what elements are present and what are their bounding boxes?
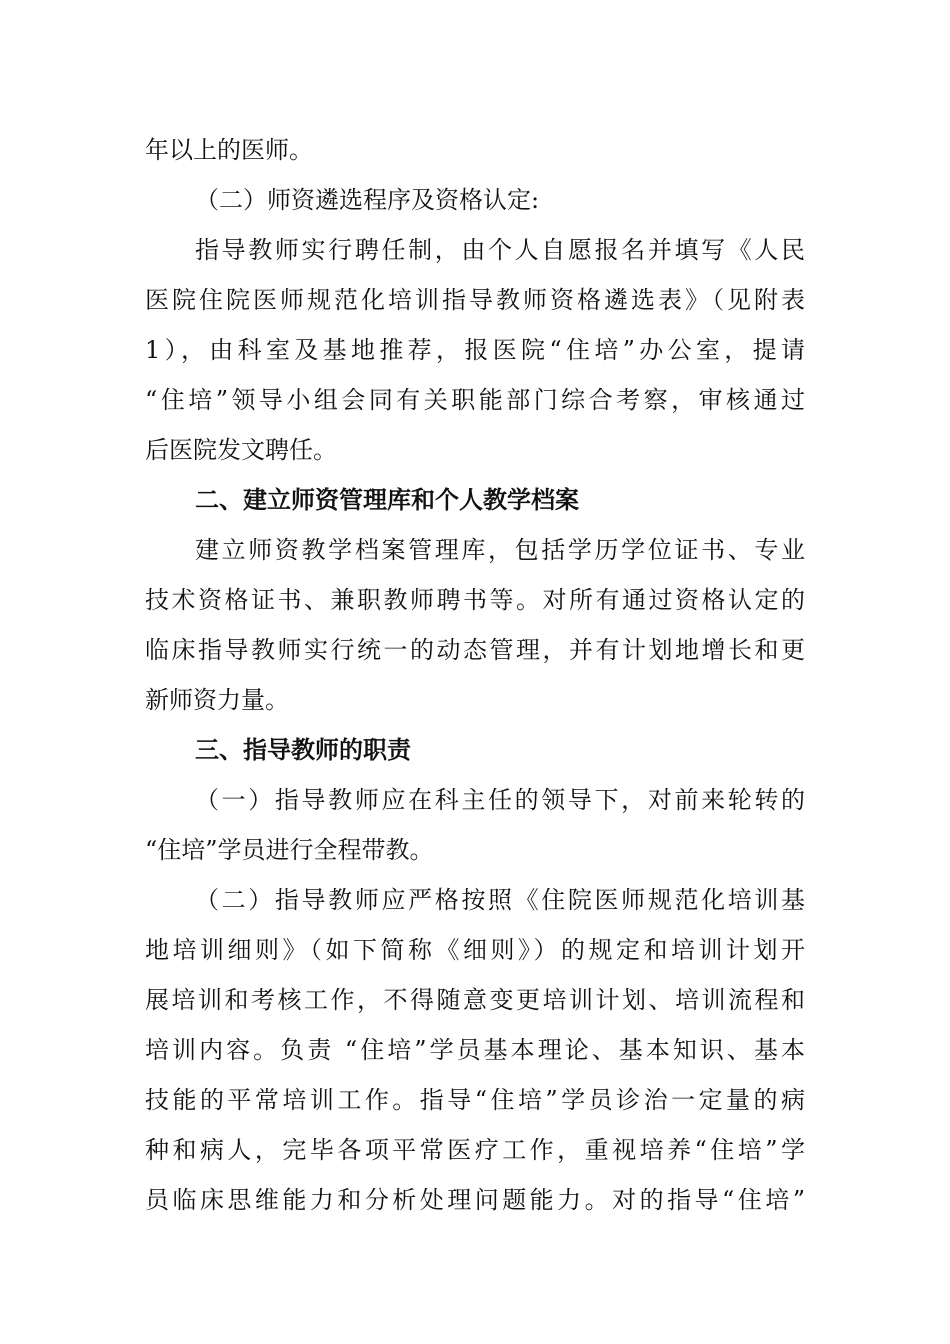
text-line: 展培训和考核工作，不得随意变更培训计划、培训流程和 bbox=[145, 986, 805, 1014]
text-line: 指导教师实行聘任制，由个人自愿报名并填写《人民 bbox=[195, 236, 805, 264]
section-heading: 三、指导教师的职责 bbox=[195, 736, 411, 764]
text-line: 新师资力量。 bbox=[145, 686, 289, 714]
section-heading: 二、建立师资管理库和个人教学档案 bbox=[195, 486, 579, 514]
text-line: 年以上的医师。 bbox=[145, 136, 313, 164]
text-line: 后医院发文聘任。 bbox=[145, 436, 337, 464]
text-line: 员临床思维能力和分析处理问题能力。对的指导“住培” bbox=[145, 1186, 805, 1214]
text-line: 技能的平常培训工作。指导“住培”学员诊治一定量的病 bbox=[145, 1086, 805, 1114]
text-line: 技术资格证书、兼职教师聘书等。对所有通过资格认定的 bbox=[145, 586, 805, 614]
text-line: 医院住院医师规范化培训指导教师资格遴选表》（见附表 bbox=[145, 286, 805, 314]
text-line: 临床指导教师实行统一的动态管理，并有计划地增长和更 bbox=[145, 636, 805, 664]
text-line: 种和病人，完毕各项平常医疗工作，重视培养“住培”学 bbox=[145, 1136, 805, 1164]
text-line: （二）指导教师应严格按照《住院医师规范化培训基 bbox=[195, 886, 805, 914]
text-line: （一）指导教师应在科主任的领导下，对前来轮转的 bbox=[195, 786, 805, 814]
text-line: “住培”领导小组会同有关职能部门综合考察，审核通过 bbox=[145, 386, 805, 414]
text-line: 建立师资教学档案管理库，包括学历学位证书、专业 bbox=[195, 536, 805, 564]
text-line: 地培训细则》（如下简称《细则》）的规定和培训计划开 bbox=[145, 936, 805, 964]
text-line: 1），由科室及基地推荐，报医院“住培”办公室，提请 bbox=[145, 336, 805, 364]
subsection-heading: （二）师资遴选程序及资格认定: bbox=[195, 186, 540, 214]
text-line: 培训内容。负责 “住培”学员基本理论、基本知识、基本 bbox=[145, 1036, 805, 1064]
text-line: “住培”学员进行全程带教。 bbox=[145, 836, 434, 864]
